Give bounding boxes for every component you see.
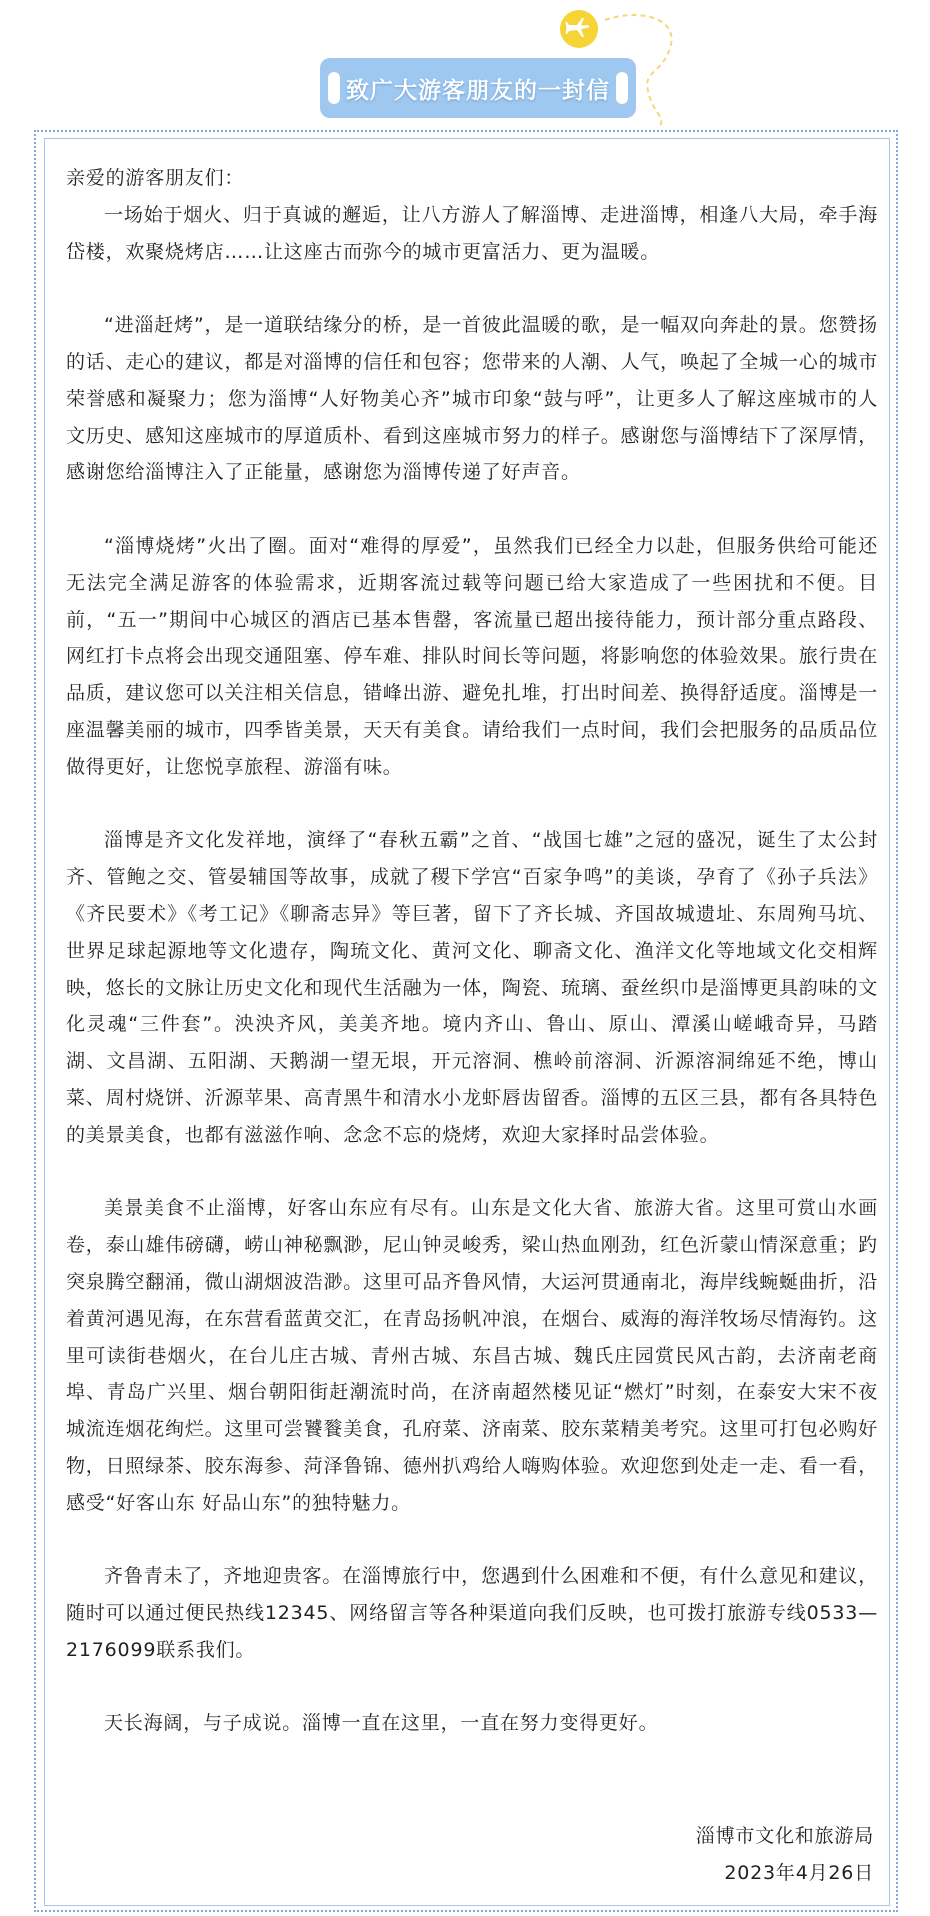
letter-header — [0, 0, 930, 128]
letter-paragraph: 一场始于烟火、归于真诚的邂逅，让八方游人了解淄博、走进淄博，相逢八大局，牵手海岱楼，欢聚烧烤店……让这座古而弥今的城市更富活力、更为温暖。 — [66, 203, 878, 263]
letter-body — [66, 160, 878, 1742]
airplane-icon — [560, 10, 598, 48]
letter-date: 2023年4月26日 — [724, 1862, 874, 1884]
letter-salutation: 亲爱的游客朋友们： — [66, 167, 245, 189]
letter-paragraph: 天长海阔，与子成说。淄博一直在这里，一直在努力变得更好。 — [104, 1712, 659, 1735]
letter-paragraph: “淄博烧烤”火出了圈。面对“难得的厚爱”，虽然我们已经全力以赴，但服务供给可能还无法完全满足游客的体验需求，近期客流过载等问题已给大家造成了一些困扰和不便。目前，“五一”期间中心城区的酒店已基本售罄，客流量已超出接待能力，预计部分重点路段、网红打卡点将会出现交通阻塞、停车难、排队时间长等问题，将影响您的体验效果。旅行贵在品质，建议您可以关注相关信息，错峰出游、避免扎堆，打出时间差、换得舒适度。淄博是一座温馨美丽的城市，四季皆美景，天天有美食。请给我们一点时间，我们会把服务的品质品位做得更好，让您悦享旅程、游淄有味。 — [66, 534, 878, 778]
letter-paragraph: 美景美食不止淄博，好客山东应有尽有。山东是文化大省、旅游大省。这里可赏山水画卷，泰山雄伟磅礴，崂山神秘飘渺，尼山钟灵峻秀，梁山热血刚劲，红色沂蒙山情深意重；趵突泉腾空翻涌，微山湖烟波浩渺。这里可品齐鲁风情，大运河贯通南北，海岸线蜿蜒曲折，沿着黄河遇见海，在东营看蓝黄交汇，在青岛扬帆冲浪，在烟台、威海的海洋牧场尽情海钓。这里可读街巷烟火，在台儿庄古城、青州古城、东昌古城、魏氏庄园赏民风古韵，去济南老商埠、青岛广兴里、烟台朝阳街赶潮流时尚，在济南超然楼见证“燃灯”时刻，在泰安大宋不夜城流连烟花绚烂。这里可尝饕餮美食，孔府菜、济南菜、胶东菜精美考究。这里可打包必购好物，日照绿茶、胶东海参、菏泽鲁锦、德州扒鸡给人嗨购体验。欢迎您到处走一走、看一看，感受“好客山东 好品山东”的独特魅力。 — [66, 1197, 878, 1514]
title-banner — [320, 58, 636, 118]
letter-paragraph: “进淄赶烤”，是一道联结缘分的桥，是一首彼此温暖的歌，是一幅双向奔赴的景。您赞扬的话、走心的建议，都是对淄博的信任和包容；您带来的人潮、人气，唤起了全城一心的城市荣誉感和凝聚力；您为淄博“人好物美心齐”城市印象“鼓与呼”，让更多人了解这座城市的人文历史、感知这座城市的厚道质朴、看到这座城市努力的样子。感谢您与淄博结下了深厚情，感谢您给淄博注入了正能量，感谢您为淄博传递了好声音。 — [66, 314, 878, 484]
letter-signoff — [696, 1818, 874, 1892]
letter-paragraph: 淄博是齐文化发祥地，演绎了“春秋五霸”之首、“战国七雄”之冠的盛况，诞生了太公封齐、管鲍之交、管晏辅国等故事，成就了稷下学宫“百家争鸣”的美谈，孕育了《孙子兵法》《齐民要术》《考工记》《聊斋志异》等巨著，留下了齐长城、齐国故城遗址、东周殉马坑、世界足球起源地等文化遗存，陶琉文化、黄河文化、聊斋文化、渔洋文化等地域文化交相辉映，悠长的文脉让历史文化和现代生活融为一体，陶瓷、琉璃、蚕丝织巾是淄博更具韵味的文化灵魂“三件套”。泱泱齐风，美美齐地。境内齐山、鲁山、原山、潭溪山嵯峨奇异，马踏湖、文昌湖、五阳湖、天鹅湖一望无垠，开元溶洞、樵岭前溶洞、沂源溶洞绵延不绝，博山菜、周村烧饼、沂源苹果、高青黑牛和清水小龙虾唇齿留香。淄博的五区三县，都有各具特色的美景美食，也都有滋滋作响、念念不忘的烧烤，欢迎大家择时品尝体验。 — [66, 829, 878, 1146]
letter-paragraph: 齐鲁青未了，齐地迎贵客。在淄博旅行中，您遇到什么困难和不便，有什么意见和建议，随时可以通过便民热线12345、网络留言等各种渠道向我们反映，也可拨打旅游专线0533—2176099联系我们。 — [66, 1565, 878, 1661]
letter-signature: 淄博市文化和旅游局 — [695, 1825, 874, 1847]
page-title: 致广大游客朋友的一封信 — [346, 77, 610, 104]
